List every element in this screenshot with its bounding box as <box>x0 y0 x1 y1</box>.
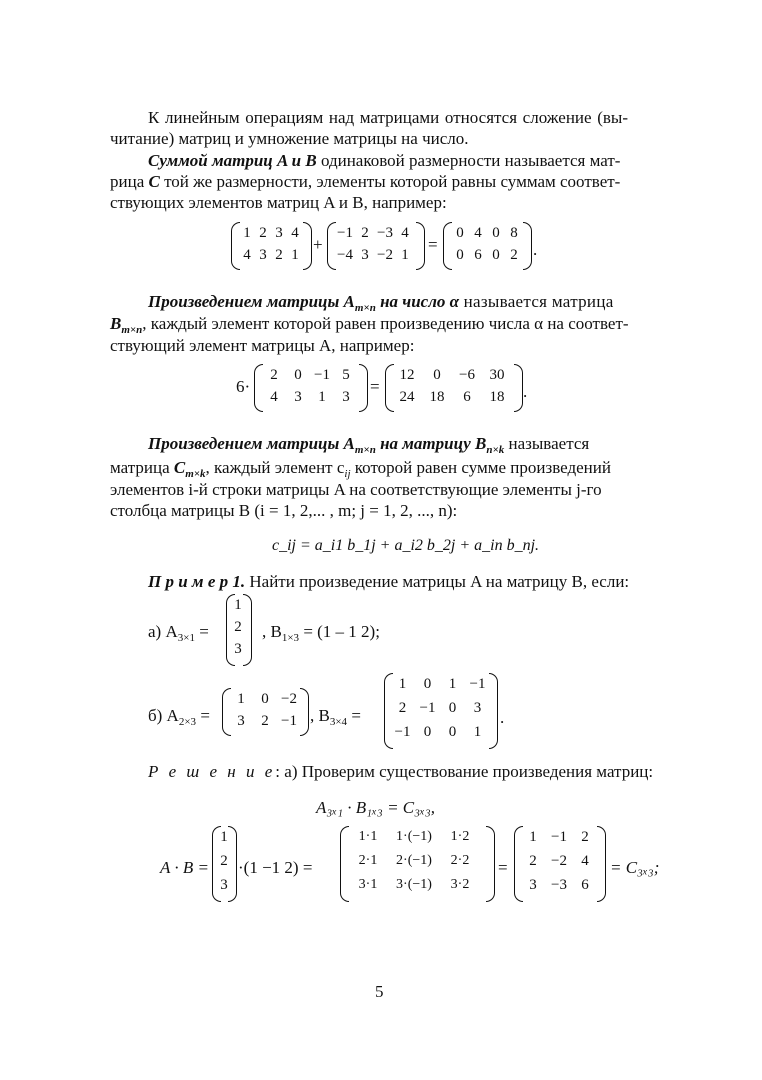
matrix-cell: 4 <box>270 389 278 405</box>
matrix-cell: 2 <box>275 247 283 263</box>
matrix-cell: 3 <box>259 247 267 263</box>
matrix-cell: 1·1 <box>358 829 378 844</box>
para2-text: рица <box>110 172 149 191</box>
para4-text: , каждый элемент c <box>205 458 345 477</box>
subscript: 3×4 <box>329 716 348 728</box>
subscript: 3×1 <box>177 632 195 644</box>
matrix-cell: 6 <box>463 389 471 405</box>
matrix-cell: 1 <box>473 724 482 740</box>
para2-line1 <box>148 151 628 171</box>
matrix-cell: 2 <box>361 225 369 241</box>
matrix-c: C <box>148 172 160 191</box>
matrix-cell: 30 <box>489 367 505 383</box>
comma: , <box>310 706 319 725</box>
example1-heading <box>148 572 628 592</box>
vector-cell: 2 <box>234 619 242 635</box>
example-label: П р и м е р 1. <box>148 572 246 591</box>
matrix-cell: −1 <box>337 225 353 241</box>
term-product-scalar-2: на число α <box>375 292 460 311</box>
case-a-b-text: B <box>270 622 282 641</box>
matrix-cell: 2 <box>529 853 537 869</box>
matrix-cell: −1 <box>281 713 297 729</box>
subscript: 2×3 <box>178 716 197 728</box>
row-vector: ·(1 −1 2) = <box>238 858 313 877</box>
subscript: n×k <box>486 444 505 456</box>
matrix-cell: −2 <box>377 247 393 263</box>
matrix-cell: 3·2 <box>450 877 470 892</box>
matrix-cell: 12 <box>399 367 415 383</box>
para3-text: называется матрица <box>459 292 614 311</box>
matrix-cell: 0 <box>433 367 441 383</box>
matrix-cell: 2·2 <box>450 853 470 868</box>
equals: = <box>194 622 209 641</box>
matrix-cell: 0 <box>448 724 457 740</box>
vector-cell: 3 <box>234 641 242 657</box>
matrix-cell: 1 <box>401 247 409 263</box>
term-product-matrix-2: на матрицу B <box>375 434 487 453</box>
case-b-b-text: B <box>318 706 330 725</box>
matrix-c: C <box>173 458 186 477</box>
solution-label: Р е ш е н и е <box>148 762 276 781</box>
matrix-cell: 5 <box>342 367 350 383</box>
matrix-cell: 2 <box>581 829 589 845</box>
matrix-cell: 6 <box>474 247 482 263</box>
term-product-scalar: Произведением матрицы A <box>148 292 355 311</box>
paren-right <box>243 594 252 666</box>
result-tail: = C₃ₓ₃; <box>610 858 660 877</box>
period: . <box>523 382 528 401</box>
matrix-cell: −1 <box>419 700 436 716</box>
matrix-cell: 2 <box>510 247 518 263</box>
matrix-cell: −3 <box>377 225 393 241</box>
matrix-cell: 0 <box>492 225 500 241</box>
para2-rest1: одинаковой размерности называется мат- <box>316 151 621 170</box>
matrix-cell: 3 <box>294 389 302 405</box>
matrix-cell: 3 <box>361 247 369 263</box>
case-b-text: б) A <box>148 706 179 725</box>
matrix-cell: −1 <box>394 724 411 740</box>
matrix-cell: 1 <box>243 225 251 241</box>
matrix-cell: 3·(−1) <box>396 877 432 892</box>
subscript: m×k <box>185 468 206 480</box>
matrix-cell: 0 <box>492 247 500 263</box>
period: . <box>500 708 505 727</box>
matrix-cell: 0 <box>294 367 302 383</box>
equals: = <box>196 706 210 725</box>
matrix-cell: 3 <box>473 700 482 716</box>
vector-cell: 2 <box>220 853 228 869</box>
subscript: ij <box>344 468 351 480</box>
matrix-cell: 1 <box>398 676 407 692</box>
para4-line4: столбца матрицы B (i = 1, 2,... , m; j = 1, 2, ..., n): <box>110 501 458 520</box>
solution-text: : а) Проверим существование произведения матриц: <box>275 762 654 781</box>
matrix-cell: 1 <box>237 691 245 707</box>
matrix-cell: 4 <box>474 225 482 241</box>
matrix-cell: 0 <box>448 700 457 716</box>
paren-right <box>514 364 523 412</box>
matrix-cell: 0 <box>456 225 464 241</box>
paren-right <box>489 673 498 749</box>
matrix-cell: 0 <box>423 676 432 692</box>
matrix-cell: 3 <box>275 225 283 241</box>
formula: c_ij = a_i1 b_1j + a_i2 b_2j + a_in b_nj. <box>272 537 540 554</box>
subscript: 1×3 <box>281 632 300 644</box>
matrix-cell: 0 <box>423 724 432 740</box>
case-a-b-value: = (1 – 1 2); <box>299 622 380 641</box>
paren-right <box>486 826 495 902</box>
matrix-cell: −2 <box>551 853 567 869</box>
vector-cell: 1 <box>234 597 242 613</box>
case-a-text: а) A <box>148 622 178 641</box>
matrix-cell: 3·1 <box>358 877 378 892</box>
matrix-cell: 24 <box>399 389 415 405</box>
subscript: m×n <box>121 324 143 336</box>
vector-cell: 3 <box>220 877 228 893</box>
case-a-b <box>262 622 380 642</box>
paren-right <box>523 222 532 270</box>
dims-formula: A₃ₓ₁ · B₁ₓ₃ = C₃ₓ₃, <box>316 798 436 817</box>
matrix-cell: 1 <box>291 247 299 263</box>
case-b-label <box>148 706 210 726</box>
matrix-cell: 3 <box>342 389 350 405</box>
matrix-cell: −1 <box>551 829 567 845</box>
subscript: m×n <box>354 444 376 456</box>
matrix-cell: 8 <box>510 225 518 241</box>
matrix-cell: −4 <box>337 247 353 263</box>
paren-right <box>228 826 237 902</box>
comma: , <box>262 622 271 641</box>
case-a-label <box>148 622 209 642</box>
matrix-cell: −3 <box>551 877 567 893</box>
matrix-cell: 2 <box>270 367 278 383</box>
matrix-b: B <box>110 314 122 333</box>
para3-text: , каждый элемент которой равен произведению числа α на соответ- <box>142 314 629 333</box>
matrix-cell: 18 <box>489 389 505 405</box>
subscript: m×n <box>354 302 376 314</box>
term-product-matrix: Произведением матрицы A <box>148 434 355 453</box>
matrix-cell: 1 <box>529 829 537 845</box>
matrix-cell: 2 <box>398 700 407 716</box>
matrix-cell: 1 <box>448 676 457 692</box>
solution-heading <box>148 762 654 782</box>
para1-line2: читание) матриц и умножение матрицы на число. <box>110 129 469 148</box>
matrix-cell: 4 <box>401 225 409 241</box>
matrix-cell: 0 <box>456 247 464 263</box>
page-number: 5 <box>375 982 384 1001</box>
matrix-cell: 0 <box>261 691 269 707</box>
equals: = <box>347 706 361 725</box>
matrix-cell: 1·(−1) <box>396 829 432 844</box>
para2-line2 <box>110 172 628 192</box>
case-b-b <box>310 706 361 726</box>
para3-line3: ствующий элемент матрицы A, например: <box>110 336 415 355</box>
para1-line1: К линейным операциям над матрицами относятся сложение (вы- <box>148 108 628 127</box>
term-sum: Суммой матриц A и B <box>148 151 317 170</box>
lhs-product: A · B = <box>160 858 209 877</box>
example-text: Найти произведение матрицы A на матрицу B, если: <box>245 572 630 591</box>
equals-sign: = <box>498 858 508 877</box>
matrix-cell: −1 <box>469 676 486 692</box>
scalar-six: 6· <box>236 377 251 396</box>
period: . <box>533 240 538 259</box>
matrix-cell: −2 <box>281 691 297 707</box>
paren-right <box>303 222 312 270</box>
para4-text: которой равен сумме произведений <box>350 458 611 477</box>
matrix-cell: 4 <box>243 247 251 263</box>
para3-line1 <box>148 292 628 312</box>
matrix-cell: 1·2 <box>450 829 470 844</box>
matrix-cell: 1 <box>318 389 326 405</box>
matrix-cell: 4 <box>291 225 299 241</box>
para2-line3: ствующих элементов матриц A и B, например: <box>110 193 447 212</box>
para3-line2 <box>110 314 628 334</box>
para4-line1 <box>148 434 628 454</box>
matrix-cell: 2·(−1) <box>396 853 432 868</box>
paren-right <box>359 364 368 412</box>
para4-text: называется <box>504 434 590 453</box>
matrix-cell: 2 <box>261 713 269 729</box>
matrix-cell: −1 <box>314 367 330 383</box>
para2-text: той же размерности, элементы которой равны суммам соответ- <box>159 172 621 191</box>
equals-sign: = <box>370 377 380 396</box>
plus-sign: + <box>313 235 323 254</box>
matrix-cell: 3 <box>529 877 537 893</box>
para4-line3: элементов i-й строки матрицы A на соответствующие элементы j-го <box>110 480 602 499</box>
matrix-cell: 2 <box>259 225 267 241</box>
vector-cell: 1 <box>220 829 228 845</box>
equals-sign: = <box>428 235 438 254</box>
para4-text: матрица <box>110 458 174 477</box>
paren-right <box>300 688 309 736</box>
matrix-cell: 3 <box>237 713 245 729</box>
matrix-cell: −6 <box>459 367 475 383</box>
matrix-cell: 4 <box>581 853 589 869</box>
paren-right <box>597 826 606 902</box>
matrix-cell: 2·1 <box>358 853 378 868</box>
para4-line2 <box>110 458 628 478</box>
matrix-cell: 6 <box>581 877 589 893</box>
paren-right <box>416 222 425 270</box>
matrix-cell: 18 <box>429 389 445 405</box>
